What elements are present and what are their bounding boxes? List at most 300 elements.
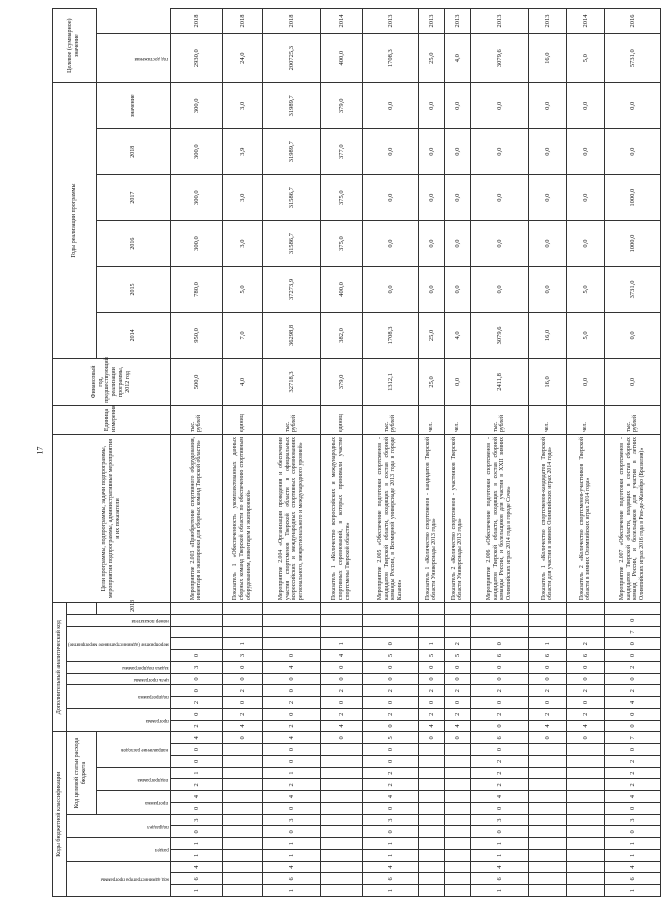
- row-unit: чел.: [418, 405, 444, 434]
- row-financial-year-value: 1312,1: [362, 358, 418, 405]
- code-digit-cell: 4: [170, 732, 222, 744]
- code-digit-cell: 0: [604, 744, 660, 756]
- code-digit-cell: 0: [470, 826, 528, 838]
- year-value-2013: 5,0: [566, 312, 604, 358]
- code-digit-cell: [262, 603, 320, 615]
- code-digit-cell: 1: [262, 838, 320, 850]
- table-row: [320, 9, 362, 897]
- year-value-2013: 7,0: [222, 312, 262, 358]
- code-digit-cell: [566, 850, 604, 862]
- code-digit-cell: 0: [528, 661, 566, 673]
- code-digit-cell: [444, 861, 470, 873]
- code-digit-cell: 0: [362, 744, 418, 756]
- row-description: Мероприятие 2.006 «Обеспечение подготовки спортсменов - кандидатов Тверской области, входящих в состав сборной команды России, и болельщиков для участия в XXII зимних Олимпийских играх 2014 года в городе Сочи»: [470, 435, 528, 603]
- code-digit-cell: [320, 756, 362, 768]
- code-digit-cell: 0: [604, 826, 660, 838]
- code-digit-cell: [418, 767, 444, 779]
- year-value-2017: 0,0: [444, 129, 470, 175]
- code-digit-cell: 5: [418, 650, 444, 662]
- row-description: Показатель 2 «Количество спортсменов - участников Тверской области Универсиады 2013 года»: [444, 435, 470, 603]
- code-digit-cell: [222, 873, 262, 885]
- year-value-2014: 780,0: [170, 267, 222, 313]
- code-digit-cell: 4: [320, 650, 362, 662]
- a-zadacha-header: задача подпрограммы: [67, 661, 171, 673]
- code-digit-cell: 2: [604, 661, 660, 673]
- code-digit-cell: 4: [470, 791, 528, 803]
- row-unit: тыс. рублей: [604, 405, 660, 434]
- year-value-2015: 300,0: [170, 221, 222, 267]
- code-digit-cell: [320, 626, 362, 638]
- year-value-2016: 31586,7: [262, 175, 320, 221]
- year-value-2016: 3,0: [222, 175, 262, 221]
- year-value-2017: 0,0: [528, 129, 566, 175]
- year-value-2015: 0,0: [566, 221, 604, 267]
- year-value-2017: 0,0: [566, 129, 604, 175]
- code-digit-cell: 0: [262, 650, 320, 662]
- year-value-2017: 31989,7: [262, 129, 320, 175]
- code-digit-cell: 0: [470, 661, 528, 673]
- row-unit: тыс. рублей: [470, 405, 528, 434]
- year-value-2014: 0,0: [444, 267, 470, 313]
- code-digit-cell: [222, 861, 262, 873]
- code-digit-cell: [320, 873, 362, 885]
- landscape-sheet: [48, 0, 645, 905]
- code-digit-cell: 2: [604, 756, 660, 768]
- year-value-2016: 0,0: [418, 175, 444, 221]
- row-unit: чел.: [566, 405, 604, 434]
- row-target-value: 3079,6: [470, 34, 528, 83]
- code-digit-cell: 3: [170, 814, 222, 826]
- year-value-2017: 377,0: [320, 129, 362, 175]
- code-digit-cell: 0: [470, 744, 528, 756]
- year-value-2017: 0,0: [604, 129, 660, 175]
- code-digit-cell: [566, 826, 604, 838]
- year-value-2016: 0,0: [444, 175, 470, 221]
- row-financial-year-value: 379,0: [320, 358, 362, 405]
- code-digit-cell: 1: [362, 850, 418, 862]
- code-digit-cell: 1: [262, 850, 320, 862]
- code-digit-cell: 0: [362, 697, 418, 709]
- code-digit-cell: 0: [444, 732, 470, 744]
- row-target-value: 4,0: [444, 34, 470, 83]
- code-digit-cell: 2: [320, 708, 362, 720]
- code-digit-cell: 0: [566, 732, 604, 744]
- code-digit-cell: [566, 603, 604, 615]
- code-digit-cell: 6: [170, 873, 222, 885]
- code-digit-cell: 2: [528, 685, 566, 697]
- code-digit-cell: [222, 885, 262, 897]
- code-digit-cell: [418, 850, 444, 862]
- code-digit-cell: [444, 826, 470, 838]
- a-programma-header: программа: [67, 708, 171, 732]
- code-digit-cell: [222, 756, 262, 768]
- row-financial-year-value: 500,0: [170, 358, 222, 405]
- code-digit-cell: 0: [170, 803, 222, 815]
- code-digit-cell: 0: [444, 673, 470, 685]
- code-digit-cell: [528, 803, 566, 815]
- header-row-1: [53, 9, 67, 897]
- year-value-2018: 0,0: [418, 83, 444, 129]
- code-digit-cell: [418, 885, 444, 897]
- code-digit-cell: 7: [604, 626, 660, 638]
- year-value-2018: 0,0: [470, 83, 528, 129]
- code-digit-cell: 1: [170, 850, 222, 862]
- code-digit-cell: 6: [470, 873, 528, 885]
- razdel-header: раздел: [67, 838, 171, 862]
- code-digit-cell: 2: [362, 767, 418, 779]
- code-digit-cell: 6: [566, 650, 604, 662]
- code-digit-cell: 4: [470, 861, 528, 873]
- year-2017-header: 2017: [96, 175, 170, 221]
- code-digit-cell: 0: [604, 708, 660, 720]
- code-digit-cell: 0: [604, 673, 660, 685]
- code-digit-cell: 0: [362, 756, 418, 768]
- year-value-2014: 37273,9: [262, 267, 320, 313]
- year-value-2018: 379,0: [320, 83, 362, 129]
- code-digit-cell: [222, 767, 262, 779]
- code-digit-cell: 0: [470, 803, 528, 815]
- code-digit-cell: 2: [470, 779, 528, 791]
- year-value-2018: 0,0: [362, 83, 418, 129]
- code-digit-cell: [170, 614, 222, 626]
- code-digit-cell: [262, 626, 320, 638]
- code-digit-cell: 4: [566, 720, 604, 732]
- year-value-2015: 0,0: [528, 221, 566, 267]
- code-digit-cell: [320, 603, 362, 615]
- row-target-year: 2014: [566, 9, 604, 34]
- code-digit-cell: 1: [262, 767, 320, 779]
- code-digit-cell: [320, 885, 362, 897]
- code-digit-cell: [566, 873, 604, 885]
- year-value-2013: 16,0: [528, 312, 566, 358]
- code-digit-cell: 4: [262, 791, 320, 803]
- year-value-2015: 0,0: [444, 221, 470, 267]
- row-target-value: 2930,0: [170, 34, 222, 83]
- a-meropriyatie-header: мероприятие (административное мероприятие): [67, 626, 171, 661]
- code-digit-cell: 0: [604, 803, 660, 815]
- code-digit-cell: 2: [170, 779, 222, 791]
- code-digit-cell: [566, 767, 604, 779]
- analytic-class-header: Дополнительный аналитический код: [53, 603, 67, 732]
- row-target-year: 2018: [170, 9, 222, 34]
- code-digit-cell: 3: [170, 661, 222, 673]
- a-nomer-header: номер показателя: [67, 614, 171, 626]
- code-digit-cell: 2: [604, 767, 660, 779]
- code-digit-cell: [444, 626, 470, 638]
- code-digit-cell: 4: [262, 732, 320, 744]
- code-digit-cell: 0: [418, 673, 444, 685]
- code-digit-cell: [418, 779, 444, 791]
- code-digit-cell: 2: [470, 756, 528, 768]
- year-value-2015: 0,0: [362, 221, 418, 267]
- year-2018-header: 2018: [96, 129, 170, 175]
- code-digit-cell: 2: [566, 638, 604, 650]
- row-target-year: 2013: [444, 9, 470, 34]
- year-value-2016: 0,0: [566, 175, 604, 221]
- code-digit-cell: [566, 861, 604, 873]
- code-digit-cell: 0: [470, 697, 528, 709]
- code-digit-cell: 6: [262, 873, 320, 885]
- code-digit-cell: 4: [362, 861, 418, 873]
- code-digit-cell: [418, 814, 444, 826]
- table-row: [444, 9, 470, 897]
- code-digit-cell: 6: [470, 732, 528, 744]
- code-digit-cell: 1: [362, 838, 418, 850]
- code-digit-cell: [528, 791, 566, 803]
- year-value-2014: 0,0: [418, 267, 444, 313]
- code-digit-cell: 4: [262, 661, 320, 673]
- code-digit-cell: [566, 885, 604, 897]
- target-value-header: значение: [96, 83, 170, 129]
- code-digit-cell: 0: [170, 673, 222, 685]
- year-value-2018: 0,0: [566, 83, 604, 129]
- code-digit-cell: 4: [604, 791, 660, 803]
- podprogramma-header: подпрограмма: [96, 767, 170, 791]
- code-digit-cell: [222, 626, 262, 638]
- row-target-value: 1708,3: [362, 34, 418, 83]
- code-digit-cell: [528, 626, 566, 638]
- code-digit-cell: 0: [604, 650, 660, 662]
- code-digit-cell: 0: [222, 732, 262, 744]
- year-value-2016: 300,0: [170, 175, 222, 221]
- row-financial-year-value: 0,0: [604, 358, 660, 405]
- code-digit-cell: 3: [470, 814, 528, 826]
- target-header: Целевое (суммарное) значение: [53, 9, 97, 83]
- year-value-2013: 4,0: [444, 312, 470, 358]
- year-2015-header: 2015: [96, 267, 170, 313]
- code-digit-cell: 0: [170, 650, 222, 662]
- code-digit-cell: 1: [528, 638, 566, 650]
- year-value-2014: 0,0: [362, 267, 418, 313]
- code-digit-cell: 2: [604, 685, 660, 697]
- year-value-2014: 3731,0: [604, 267, 660, 313]
- code-digit-cell: [528, 814, 566, 826]
- code-digit-cell: [444, 850, 470, 862]
- code-digit-cell: 0: [222, 661, 262, 673]
- code-digit-cell: 0: [320, 661, 362, 673]
- code-digit-cell: [418, 614, 444, 626]
- code-digit-cell: [418, 838, 444, 850]
- code-digit-cell: [566, 614, 604, 626]
- code-digit-cell: [320, 850, 362, 862]
- code-digit-cell: 0: [262, 803, 320, 815]
- code-digit-cell: 0: [320, 732, 362, 744]
- code-digit-cell: 6: [470, 650, 528, 662]
- code-digit-cell: [320, 744, 362, 756]
- row-unit: тыс. рублей: [170, 405, 222, 434]
- table-row: [566, 9, 604, 897]
- code-digit-cell: 2: [566, 685, 604, 697]
- code-digit-cell: [470, 626, 528, 638]
- code-digit-cell: [444, 803, 470, 815]
- code-digit-cell: 0: [262, 744, 320, 756]
- code-digit-cell: 0: [320, 673, 362, 685]
- code-digit-cell: 0: [262, 826, 320, 838]
- year-value-2015: 3,0: [222, 221, 262, 267]
- code-digit-cell: 1: [604, 838, 660, 850]
- year-value-2014: 0,0: [470, 267, 528, 313]
- code-digit-cell: 6: [362, 873, 418, 885]
- code-digit-cell: [566, 814, 604, 826]
- code-digit-cell: 2: [320, 685, 362, 697]
- code-digit-cell: [528, 838, 566, 850]
- code-digit-cell: [222, 614, 262, 626]
- row-target-year: 2016: [604, 9, 660, 34]
- row-unit: чел.: [444, 405, 470, 434]
- code-digit-cell: [528, 885, 566, 897]
- code-digit-cell: [444, 814, 470, 826]
- code-digit-cell: [566, 791, 604, 803]
- table-row: [222, 9, 262, 897]
- code-digit-cell: [604, 603, 660, 615]
- code-digit-cell: 0: [222, 673, 262, 685]
- code-digit-cell: 1: [470, 838, 528, 850]
- code-digit-cell: [528, 756, 566, 768]
- code-digit-cell: 0: [470, 638, 528, 650]
- code-digit-cell: 1: [470, 850, 528, 862]
- code-digit-cell: [262, 638, 320, 650]
- code-digit-cell: 0: [362, 638, 418, 650]
- code-digit-cell: 3: [262, 814, 320, 826]
- code-digit-cell: 4: [222, 720, 262, 732]
- year-value-2014: 5,0: [566, 267, 604, 313]
- code-digit-cell: 0: [566, 661, 604, 673]
- code-digit-cell: 0: [418, 732, 444, 744]
- years-header: Годы реализации программы: [53, 83, 97, 359]
- code-digit-cell: 2: [170, 720, 222, 732]
- row-target-year: 2018: [262, 9, 320, 34]
- target-year-header: год достижения: [96, 34, 170, 83]
- code-digit-cell: 2: [170, 697, 222, 709]
- year-value-2016: 1000,0: [604, 175, 660, 221]
- row-financial-year-value: 2411,8: [470, 358, 528, 405]
- code-digit-cell: [470, 603, 528, 615]
- code-digit-cell: 4: [418, 720, 444, 732]
- program-rows: [170, 9, 660, 897]
- code-digit-cell: 1: [604, 885, 660, 897]
- code-digit-cell: [444, 767, 470, 779]
- code-digit-cell: 0: [170, 708, 222, 720]
- table-row: [170, 9, 222, 897]
- code-digit-cell: [362, 614, 418, 626]
- row-financial-year-value: 25,0: [418, 358, 444, 405]
- code-digit-cell: 0: [566, 673, 604, 685]
- code-digit-cell: [528, 744, 566, 756]
- code-digit-cell: [470, 614, 528, 626]
- code-digit-cell: [566, 756, 604, 768]
- code-digit-cell: 2: [362, 708, 418, 720]
- row-description: Мероприятие 2.003 «Приобретение спортивного оборудования, инвентаря и экипировки для сборных команд Тверской области»: [170, 435, 222, 603]
- code-digit-cell: 0: [222, 697, 262, 709]
- code-digit-cell: [222, 803, 262, 815]
- program-table: [52, 8, 661, 897]
- code-digit-cell: [418, 603, 444, 615]
- code-digit-cell: 2: [444, 638, 470, 650]
- code-digit-cell: 1: [170, 767, 222, 779]
- code-digit-cell: 0: [362, 661, 418, 673]
- admin-code-header: код администратора программы: [67, 861, 171, 896]
- code-digit-cell: 0: [528, 732, 566, 744]
- goals-header: Цели программы, подпрограммы, задачи подпрограммы, мероприятия подпрограммы, административные мероприятия и их показатели: [53, 435, 171, 603]
- budget-article-header: Код целевой статьи расхода бюджета: [67, 732, 97, 814]
- code-digit-cell: [320, 861, 362, 873]
- row-financial-year-value: 16,0: [528, 358, 566, 405]
- code-digit-cell: [566, 626, 604, 638]
- table-row: [604, 9, 660, 897]
- code-digit-cell: 4: [444, 720, 470, 732]
- row-target-value: 400,0: [320, 34, 362, 83]
- code-digit-cell: 1: [222, 638, 262, 650]
- code-digit-cell: 2: [566, 708, 604, 720]
- code-digit-cell: [444, 885, 470, 897]
- code-digit-cell: 0: [320, 697, 362, 709]
- code-digit-cell: 6: [604, 873, 660, 885]
- row-target-year: 2013: [528, 9, 566, 34]
- year-value-2017: 3,9: [222, 129, 262, 175]
- year-value-2018: 31989,7: [262, 83, 320, 129]
- code-digit-cell: [566, 803, 604, 815]
- code-digit-cell: 2: [470, 767, 528, 779]
- year-value-2015: 0,0: [418, 221, 444, 267]
- code-digit-cell: [444, 756, 470, 768]
- code-digit-cell: 0: [528, 673, 566, 685]
- code-digit-cell: 1: [320, 638, 362, 650]
- code-digit-cell: 7: [604, 732, 660, 744]
- code-digit-cell: 2: [444, 685, 470, 697]
- code-digit-cell: 0: [566, 697, 604, 709]
- year-value-2015: 375,0: [320, 221, 362, 267]
- row-target-value: 5731,0: [604, 34, 660, 83]
- code-digit-cell: [418, 791, 444, 803]
- rotated-page: [48, 0, 645, 905]
- year-value-2017: 0,0: [362, 129, 418, 175]
- table-row: [418, 9, 444, 897]
- code-digit-cell: 4: [170, 861, 222, 873]
- code-digit-cell: 1: [262, 885, 320, 897]
- code-digit-cell: 2: [262, 720, 320, 732]
- year-value-2018: 300,0: [170, 83, 222, 129]
- year-value-2013: 3079,6: [470, 312, 528, 358]
- year-value-2015: 0,0: [470, 221, 528, 267]
- code-digit-cell: [320, 791, 362, 803]
- code-digit-cell: [566, 779, 604, 791]
- year-value-2014: 0,0: [528, 267, 566, 313]
- row-unit: единиц: [222, 405, 262, 434]
- year-value-2013: 36298,8: [262, 312, 320, 358]
- code-digit-cell: 2: [418, 685, 444, 697]
- expense-direction-header: направление расходов: [96, 732, 170, 767]
- table-row: [528, 9, 566, 897]
- code-digit-cell: [566, 744, 604, 756]
- row-target-value: 200725,3: [262, 34, 320, 83]
- code-digit-cell: [320, 826, 362, 838]
- code-digit-cell: [418, 826, 444, 838]
- code-digit-cell: 0: [604, 638, 660, 650]
- row-unit: чел.: [528, 405, 566, 434]
- row-description: Показатель 2 «Количество спортсменов-участников Тверской области в зимних Олимпийских играх 2014 года»: [566, 435, 604, 603]
- code-digit-cell: [418, 873, 444, 885]
- year-value-2013: 25,0: [418, 312, 444, 358]
- code-digit-cell: [222, 826, 262, 838]
- row-target-year: 2013: [470, 9, 528, 34]
- code-digit-cell: [418, 803, 444, 815]
- code-digit-cell: 0: [262, 708, 320, 720]
- code-digit-cell: 4: [320, 720, 362, 732]
- year-value-2018: 3,0: [222, 83, 262, 129]
- code-digit-cell: 0: [604, 614, 660, 626]
- code-digit-cell: [320, 614, 362, 626]
- code-digit-cell: 1: [604, 850, 660, 862]
